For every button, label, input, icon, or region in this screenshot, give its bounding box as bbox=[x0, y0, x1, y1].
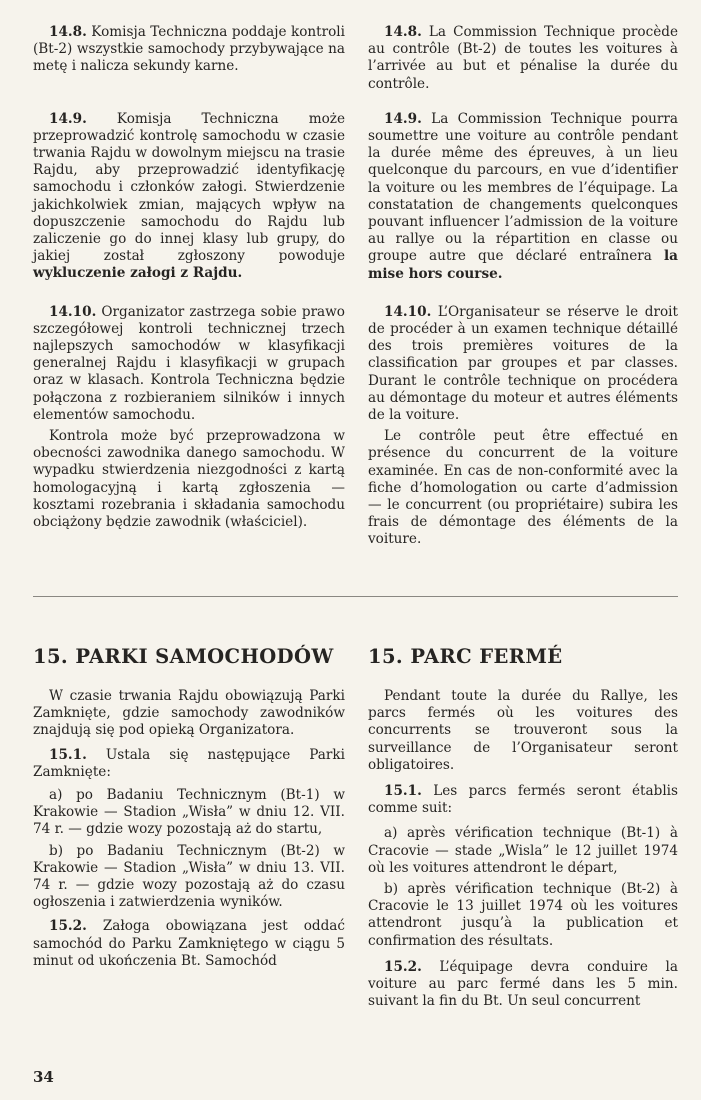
paragraph-text: Komisja Techniczna może przeprowadzić kontrolę samochodu w czasie trwania Rajdu w dowolnym miejscu na trasie Rajdu, aby przeprowadzić identyfikację samochodu i członków załogi. Stwierdzenie jakichkolwiek zmian, mających wpływ na dopuszczenie samochodu do Rajdu lub zaliczenie go do innej klasy lub grupy, do jakiej został zgłoszony powoduje bbox=[33, 110, 346, 265]
paragraph-fr-14-10 bbox=[368, 304, 678, 424]
upper-french-column bbox=[368, 24, 678, 549]
paragraph-fr-15-1-b bbox=[368, 881, 678, 950]
paragraph-text: Organizator zastrzega sobie prawo szczegółowej kontroli technicznej trzech najlepszych samochodów w klasyfikacji generalnej Rajdu i klasyfikacji w grupach oraz w klasach. Kontrola Techniczna będzie połączona z rozbieraniem silników i innych elementów samochodu. bbox=[33, 303, 345, 423]
paragraph-text: La Commission Technique pourra soumettre une voiture au contrôle pendant la durée même des épreuves, à un lieu quelconque du parcours, en vue d’identifier la voiture ou les membres de l’équipage. La constatation de changements quelconques pouvant influencer l’admission de la voiture au rallye ou la répartition en classe ou groupe autre que déclaré entraînera bbox=[368, 110, 678, 265]
paragraph-text: L’Organisateur se réserve le droit de procéder à un examen technique détaillé des trois premières voitures de la classification par groupes et par classes. Durant le contrôle technique on procédera au démontage du moteur et autres éléments de la voiture. bbox=[368, 303, 678, 424]
page-number: 34 bbox=[33, 1068, 54, 1086]
section-title-fr: 15. PARC FERMÉ bbox=[368, 645, 563, 668]
paragraph-text: L’équipage devra conduire la voiture au parc fermé dans les 5 min. suivant la fin du Bt. Un seul concurrent bbox=[368, 958, 678, 1010]
paragraph-text: Les parcs fermés seront établis comme suit: bbox=[368, 783, 678, 817]
section-divider bbox=[33, 596, 678, 597]
section-title-pl: 15. PARKI SAMOCHODÓW bbox=[33, 645, 334, 668]
paragraph-emphasis: la mise hors course bbox=[368, 248, 678, 282]
paragraph-number: 15.2. bbox=[384, 958, 422, 975]
paragraph-pl-15-1 bbox=[33, 747, 345, 781]
paragraph-pl-15-intro bbox=[33, 688, 345, 740]
paragraph-text: b) après vérification technique (Bt-2) à Cracovie le 13 juillet 1974 où les voitures attendront jusqu’à la publication et confirmation des résultats. bbox=[368, 881, 678, 949]
section15-polish-column bbox=[33, 688, 345, 970]
paragraph-number: 14.9. bbox=[49, 110, 87, 127]
paragraph-text: a) po Badaniu Technicznym (Bt-1) w Krakowie — Stadion „Wisła” w dniu 12. VII. 74 r. — gdzie wozy pozostają aż do startu, bbox=[33, 787, 345, 838]
paragraph-number: 14.10. bbox=[384, 303, 432, 320]
paragraph-text: Załoga obowiązana jest oddać samochód do Parku Zamkniętego w ciągu 5 minut od ukończenia Bt. Samochód bbox=[33, 918, 345, 969]
paragraph-fr-14-10-cont bbox=[368, 428, 678, 548]
paragraph-pl-15-1-a bbox=[33, 787, 345, 839]
paragraph-text: Kontrola może być przeprowadzona w obecności zawodnika danego samochodu. W wypadku stwierdzenia niezgodności z kartą homologacyjną i kartą zgłoszenia — kosztami rozebrania i składania samochodu obciążony będzie zawodnik (właściciel). bbox=[33, 428, 345, 531]
paragraph-text: Komisja Techniczna poddaje kontroli (Bt-2) wszystkie samochody przybywające na metę i nalicza sekundy karne. bbox=[33, 24, 345, 75]
paragraph-pl-14-10 bbox=[33, 304, 345, 424]
paragraph-fr-15-1-a bbox=[368, 825, 678, 877]
paragraph-pl-14-9 bbox=[33, 111, 345, 283]
paragraph-text: b) po Badaniu Technicznym (Bt-2) w Krakowie — Stadion „Wisła” w dniu 13. VII. 74 r. — gdzie wozy pozostają aż do czasu ogłoszenia i zatwierdzenia wyników. bbox=[33, 842, 345, 911]
paragraph-number: 15.1. bbox=[384, 783, 422, 800]
paragraph-pl-14-8 bbox=[33, 24, 345, 76]
paragraph-text: Ustala się następujące Parki Zamknięte: bbox=[33, 746, 345, 780]
paragraph-text: Pendant toute la durée du Rallye, les parcs fermés où les voitures des concurrents se trouveront sous la surveillance de l’Organisateur seront obligatoires. bbox=[368, 688, 678, 773]
paragraph-number: 14.8. bbox=[384, 24, 422, 40]
paragraph-pl-14-10-cont bbox=[33, 428, 345, 531]
paragraph-fr-14-9 bbox=[368, 111, 678, 283]
paragraph-number: 15.1. bbox=[49, 746, 87, 763]
paragraph-text-end: . bbox=[497, 265, 503, 282]
paragraph-text: Le contrôle peut être effectué en présence du concurrent de la voiture examinée. En cas de non-conformité avec la fiche d’homologation ou carte d’admission — le concurrent (ou propriétaire) subira les frais de démontage des éléments de la voiture. bbox=[368, 428, 678, 548]
paragraph-fr-15-2 bbox=[368, 959, 678, 1011]
paragraph-text: a) après vérification technique (Bt-1) à Cracovie — stade „Wisla” le 12 juillet 1974 où les voitures attendront le départ, bbox=[368, 825, 678, 876]
upper-polish-column bbox=[33, 24, 345, 531]
paragraph-text-end: . bbox=[237, 265, 243, 282]
paragraph-emphasis: wykluczenie załogi z Rajdu bbox=[33, 265, 238, 282]
paragraph-number: 15.2. bbox=[49, 918, 87, 935]
paragraph-text: La Commission Technique procède au contrôle (Bt-2) de toutes les voitures à l’arrivée au but et pénalise la durée du contrôle. bbox=[368, 24, 678, 92]
paragraph-number: 14.9. bbox=[384, 110, 422, 127]
paragraph-number: 14.8. bbox=[49, 24, 87, 40]
paragraph-fr-15-1 bbox=[368, 783, 678, 817]
paragraph-fr-14-8 bbox=[368, 24, 678, 93]
paragraph-text: W czasie trwania Rajdu obowiązują Parki Zamknięte, gdzie samochody zawodników znajdują się pod opieką Organizatora. bbox=[33, 688, 345, 739]
paragraph-number: 14.10. bbox=[49, 303, 97, 320]
section15-french-column bbox=[368, 688, 678, 1010]
paragraph-pl-15-2 bbox=[33, 918, 345, 970]
paragraph-pl-15-1-b bbox=[33, 843, 345, 912]
paragraph-fr-15-intro bbox=[368, 688, 678, 774]
